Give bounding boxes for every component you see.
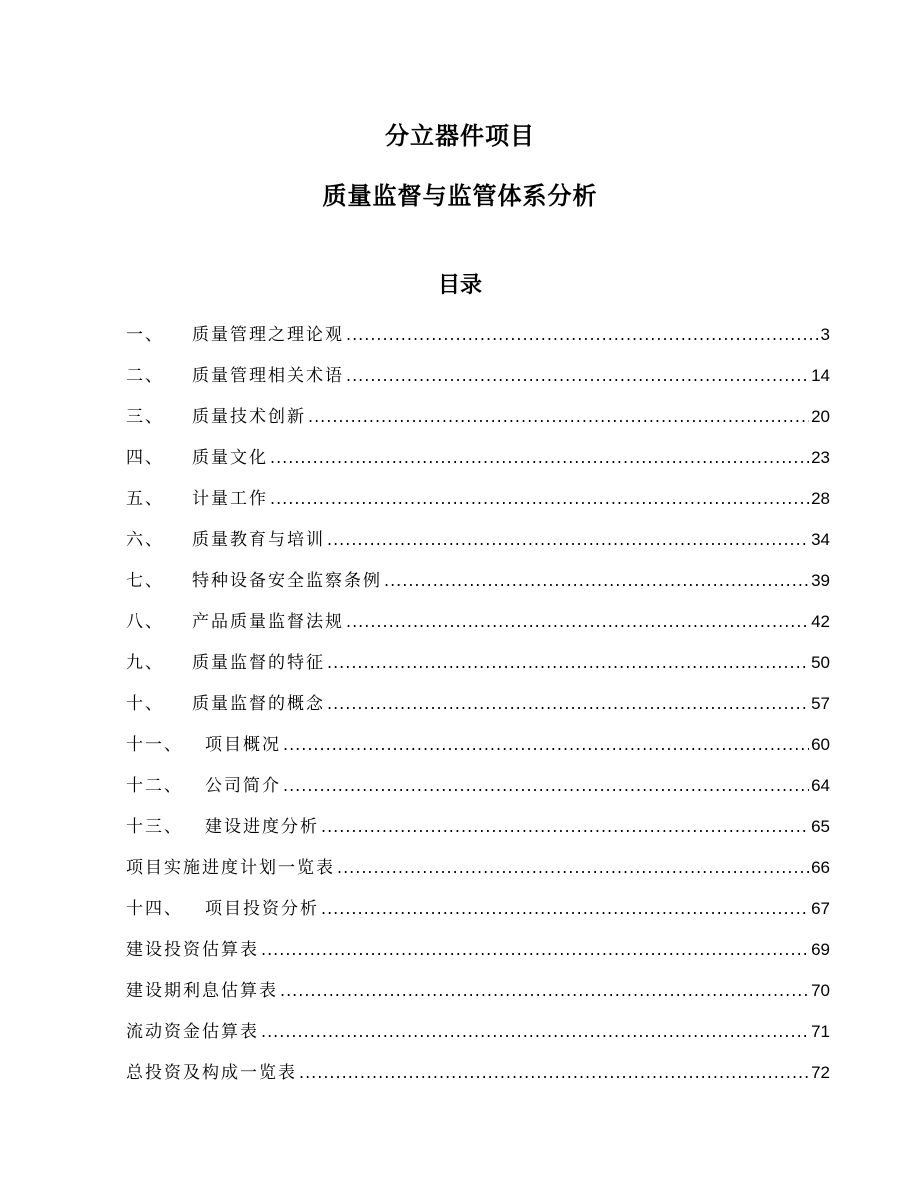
toc-entry-number: 九、 [126, 653, 164, 673]
toc-entry-page: 72 [811, 1063, 830, 1082]
toc-entry[interactable] [126, 526, 830, 567]
toc-entry[interactable] [126, 977, 830, 1018]
toc-entry[interactable] [126, 362, 830, 403]
toc-entry[interactable] [126, 813, 830, 854]
table-of-contents [126, 321, 830, 1100]
toc-leader-dots [327, 649, 809, 677]
toc-leader-dots [337, 854, 809, 882]
toc-entry-page: 64 [811, 776, 830, 795]
toc-entry-label: 建设投资估算表 [126, 940, 259, 960]
toc-entry[interactable] [126, 731, 830, 772]
toc-entry-label: 八、 产品质量监督法规 [126, 608, 344, 636]
toc-entry-number: 六、 [126, 530, 164, 550]
toc-entry[interactable] [126, 403, 830, 444]
toc-leader-dots [346, 321, 819, 349]
toc-entry-page: 14 [811, 366, 830, 385]
toc-leader-dots [346, 608, 809, 636]
toc-entry[interactable] [126, 772, 830, 813]
toc-entry-page: 71 [811, 1022, 830, 1041]
toc-entry-label: 七、 特种设备安全监察条例 [126, 567, 382, 595]
toc-entry-number: 四、 [126, 448, 164, 468]
toc-entry-label: 二、 质量管理相关术语 [126, 362, 344, 390]
toc-entry-number: 一、 [126, 325, 164, 345]
toc-entry-page: 28 [811, 489, 830, 508]
toc-leader-dots [261, 1018, 809, 1046]
toc-entry-number: 十一、 [126, 735, 183, 755]
toc-entry-label: 建设期利息估算表 [126, 981, 278, 1001]
toc-leader-dots [327, 526, 809, 554]
toc-entry[interactable] [126, 1059, 830, 1100]
toc-entry-label: 三、 质量技术创新 [126, 403, 306, 431]
toc-heading: 目录 [437, 273, 482, 298]
toc-leader-dots [270, 444, 809, 472]
toc-entry[interactable] [126, 690, 830, 731]
toc-entry-label: 五、 计量工作 [126, 485, 268, 513]
toc-entry[interactable] [126, 485, 830, 526]
toc-entry-number: 十四、 [126, 899, 183, 919]
toc-entry-page: 34 [811, 530, 830, 549]
toc-leader-dots [280, 977, 809, 1005]
toc-entry-label: 十一、 项目概况 [126, 731, 281, 759]
toc-entry-page: 70 [811, 981, 830, 1000]
toc-entry-number: 八、 [126, 612, 164, 632]
toc-entry[interactable] [126, 444, 830, 485]
toc-entry[interactable] [126, 936, 830, 977]
toc-entry-page: 39 [811, 571, 830, 590]
toc-entry-number: 十二、 [126, 776, 183, 796]
toc-leader-dots [321, 813, 809, 841]
toc-entry-number: 三、 [126, 407, 164, 427]
toc-entry-label: 十、 质量监督的概念 [126, 690, 325, 718]
toc-entry-label: 流动资金估算表 [126, 1022, 259, 1042]
toc-leader-dots [308, 403, 809, 431]
toc-entry-label: 十二、 公司简介 [126, 772, 281, 800]
toc-leader-dots [384, 567, 809, 595]
toc-entry-number: 十三、 [126, 817, 183, 837]
toc-leader-dots [299, 1059, 809, 1087]
toc-leader-dots [261, 936, 809, 964]
toc-leader-dots [283, 731, 809, 759]
toc-entry-page: 50 [811, 653, 830, 672]
toc-entry[interactable] [126, 321, 830, 362]
toc-entry-label: 一、 质量管理之理论观 [126, 321, 344, 349]
toc-entry-number: 五、 [126, 489, 164, 509]
toc-entry-page: 57 [811, 694, 830, 713]
toc-entry-number: 二、 [126, 366, 164, 386]
toc-entry[interactable] [126, 567, 830, 608]
toc-leader-dots [321, 895, 809, 923]
toc-entry-page: 65 [811, 817, 830, 836]
document-title-line2: 质量监督与监管体系分析 [322, 182, 598, 210]
toc-entry-page: 42 [811, 612, 830, 631]
toc-entry-page: 23 [811, 448, 830, 467]
toc-leader-dots [270, 485, 809, 513]
toc-entry-page: 67 [811, 899, 830, 918]
toc-entry-page: 3 [820, 325, 830, 344]
toc-entry-label: 十四、 项目投资分析 [126, 895, 319, 923]
toc-entry-page: 60 [811, 735, 830, 754]
toc-entry[interactable] [126, 1018, 830, 1059]
toc-entry-number: 十、 [126, 694, 164, 714]
toc-leader-dots [283, 772, 809, 800]
toc-entry[interactable] [126, 895, 830, 936]
toc-entry[interactable] [126, 854, 830, 895]
toc-leader-dots [346, 362, 809, 390]
toc-entry-label: 十三、 建设进度分析 [126, 813, 319, 841]
toc-entry-label: 九、 质量监督的特征 [126, 649, 325, 677]
toc-entry-label: 六、 质量教育与培训 [126, 526, 325, 554]
toc-entry[interactable] [126, 608, 830, 649]
toc-leader-dots [327, 690, 809, 718]
toc-entry[interactable] [126, 649, 830, 690]
toc-entry-page: 66 [811, 858, 830, 877]
toc-entry-number: 七、 [126, 571, 164, 591]
document-title-line1: 分立器件项目 [385, 122, 535, 150]
toc-entry-label: 项目实施进度计划一览表 [126, 858, 335, 878]
toc-entry-page: 20 [811, 407, 830, 426]
toc-entry-label: 总投资及构成一览表 [126, 1063, 297, 1083]
toc-entry-page: 69 [811, 940, 830, 959]
toc-entry-label: 四、 质量文化 [126, 444, 268, 472]
